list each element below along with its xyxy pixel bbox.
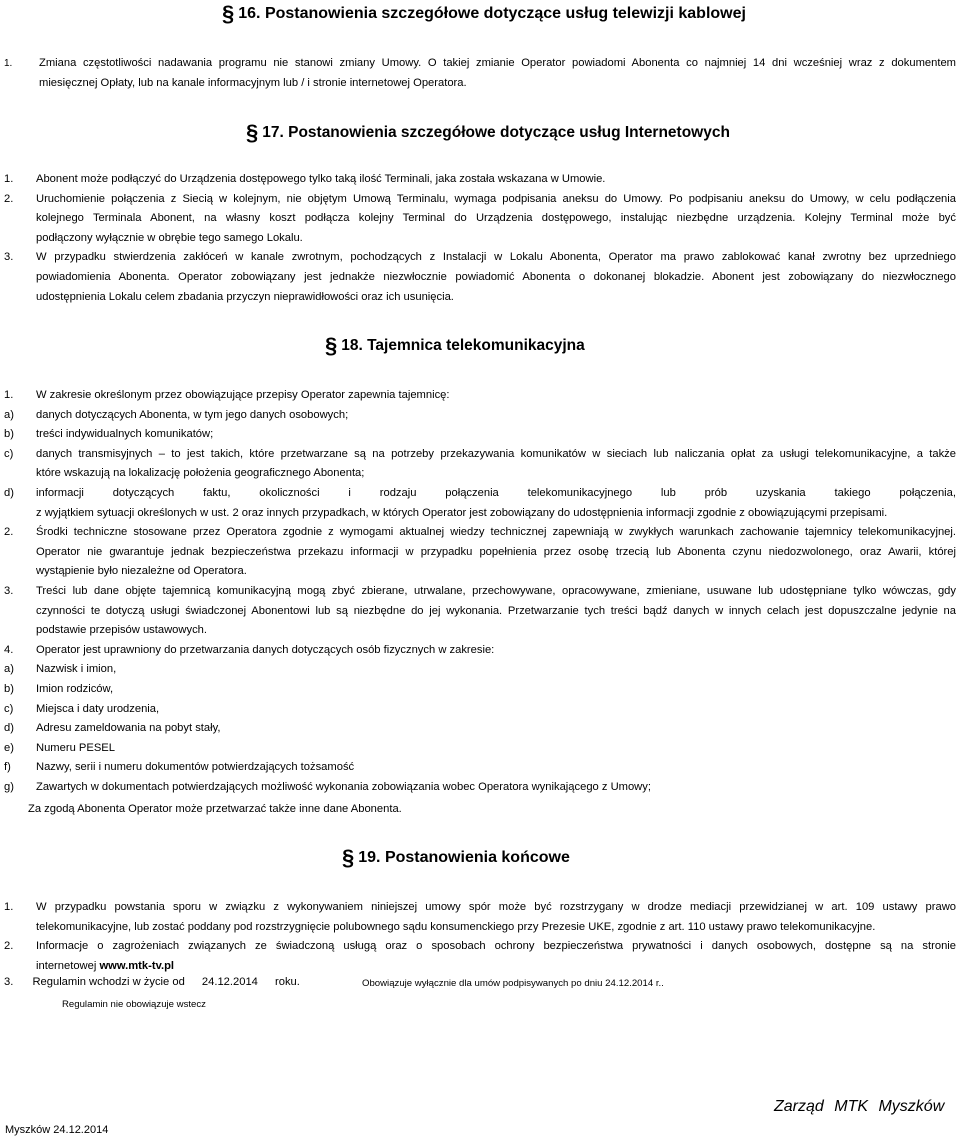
text-line: Operator nie gwarantuje jednak bezpieczeństwa przekazu informacji w przypadku popełnienia przez osobę trzecią lub Abonenta czynu niedozwolonego, oraz Awarii, której	[36, 545, 956, 558]
text-line: Operator jest uprawniony do przetwarzania danych dotyczących osób fizycznych w zakresie:	[36, 643, 495, 656]
item-text	[36, 190, 956, 249]
item-number: 2.	[4, 192, 14, 205]
section-18-heading	[325, 335, 585, 357]
website-link[interactable]: www.mtk-tv.pl	[99, 959, 175, 972]
item-number: c)	[4, 702, 14, 715]
item-text	[36, 937, 956, 976]
paragraph-sign-icon: §	[325, 333, 338, 358]
text-line: Zmiana częstotliwości nadawania programu nie stanowi zmiany Umowy. O takiej zmianie Operator powiadomi Abonenta co najmniej 14 dni wcześniej wraz z dokumentem	[39, 57, 956, 69]
text-line: z wyjątkiem sytuacji określonych w ust. 2 oraz innych przypadkach, w których Operator jest zobowiązany do udostępnienia informacji zgodnie z obowiązującymi przepisami.	[36, 506, 888, 519]
text-line: Abonent może podłączyć do Urządzenia dostępowego tylko taką ilość Terminali, jaka została wskazana w Umowie.	[36, 173, 606, 185]
effective-suffix: roku.	[275, 976, 300, 988]
text-line: W przypadku stwierdzenia zakłóceń w kanale zwrotnym, pochodzących z Instalacji w Lokalu Abonenta, Operator ma prawo zablokować kanał zwrotny bez uprzedniego	[36, 251, 956, 264]
item-text	[36, 660, 956, 680]
item-text	[36, 582, 956, 641]
item-text	[36, 719, 956, 739]
item-number: a)	[4, 663, 14, 676]
item-number: g)	[4, 781, 14, 793]
text-line: Informacje o zagrożeniach związanych ze świadczoną usługą oraz o sposobach ochrony bezpieczeństwa prywatności i danych osobowych, dostępne są na stronie	[36, 940, 956, 952]
effective-date: 24.12.2014	[201, 976, 258, 988]
text-line: podstawie przepisów ustawowych.	[36, 624, 208, 637]
item-number: 2.	[4, 940, 14, 952]
item-text	[36, 700, 956, 720]
effective-text: Regulamin wchodzi w życie od	[32, 976, 185, 988]
consent-text: Za zgodą Abonenta Operator może przetwarzać także inne dane Abonenta.	[28, 803, 402, 815]
item-number: 1.	[4, 58, 13, 69]
item-number: 4.	[4, 643, 14, 656]
item-text	[36, 406, 956, 426]
text-line: W przypadku powstania sporu w związku z wykonywaniem niniejszej umowy spór może być rozstrzygany w drodze mediacji przewidzianej w art. 109 ustawy prawo	[36, 901, 956, 913]
item-text	[36, 484, 956, 523]
item-text	[36, 445, 956, 484]
text-line	[36, 957, 956, 977]
item-number: 3.	[4, 585, 14, 597]
paragraph-sign-icon: §	[342, 845, 355, 870]
item-text	[36, 680, 956, 700]
text-line: podłączony wyłącznie w obrębie tego samego Lokalu.	[36, 231, 303, 244]
text-line: Miejsca i daty urodzenia,	[36, 702, 160, 715]
item-number: b)	[4, 428, 14, 441]
item-text	[36, 739, 956, 759]
item-number: 1.	[4, 901, 14, 913]
web-prefix: internetowej	[36, 959, 100, 972]
section-19-title: 19. Postanowienia końcowe	[358, 849, 570, 866]
text-line: informacji dotyczących faktu, okoliczności i rodzaju połączenia telekomunikacyjnego lub prób uzyskania takiego połączenia,	[36, 487, 956, 499]
section-17-heading	[246, 122, 730, 144]
item-number: c)	[4, 447, 14, 460]
item-number: d)	[4, 722, 14, 735]
text-line: telekomunikacyjne, lub zostać poddany pod rozstrzygnięcie polubownego sądu konsumenckiego przy Prezesie UKE, zgodnie z art. 110 ustawy prawo telekomunikacyjne.	[36, 920, 876, 933]
item-number: 1.	[4, 173, 14, 185]
board-signature: Zarząd MTK Myszków	[774, 1098, 945, 1115]
item-number: b)	[4, 683, 14, 695]
item-text	[36, 523, 956, 582]
footer-date: Myszków 24.12.2014	[5, 1124, 109, 1136]
text-line: Środki techniczne stosowane przez Operatora zgodnie z wymogami aktualnej wiedzy technicznej zapewniają w zwykłych warunkach zachowanie tajemnicy telekomunikacyjnej.	[36, 526, 956, 539]
section-16-title: 16. Postanowienia szczegółowe dotyczące usług telewizji kablowej	[238, 5, 746, 22]
text-line: Numeru PESEL	[36, 741, 115, 754]
text-line: danych transmisyjnych – to jest takich, które przetwarzane są na potrzeby przekazywania komunikatów w sieciach lub naliczania opłat za usługi telekomunikacyjne, a także	[36, 447, 956, 460]
text-line: Nazwy, serii i numeru dokumentów potwierdzających tożsamość	[36, 761, 355, 774]
effective-note: Obowiązuje wyłącznie dla umów podpisywanych po dniu 24.12.2014 r..	[362, 978, 664, 989]
item-text	[36, 386, 956, 406]
item-text	[39, 54, 956, 93]
text-line: Nazwisk i imion,	[36, 663, 117, 676]
item-number: d)	[4, 487, 14, 499]
text-line: W zakresie określonym przez obowiązujące przepisy Operator zapewnia tajemnicę:	[36, 389, 450, 401]
paragraph-sign-icon: §	[222, 1, 235, 26]
retro-note: Regulamin nie obowiązuje wstecz	[62, 999, 206, 1010]
item-text	[36, 170, 956, 190]
section-18-title: 18. Tajemnica telekomunikacyjna	[341, 337, 585, 354]
text-line: Zawartych w dokumentach potwierdzających możliwość wykonania zobowiązania wobec Operatora wynikającego z Umowy;	[36, 781, 651, 793]
text-line: treści indywidualnych komunikatów;	[36, 428, 214, 441]
item-text	[36, 778, 956, 798]
text-line: Imion rodziców,	[36, 683, 114, 695]
text-line: Uruchomienie połączenia z Siecią w kolejnym, nie objętym Umową Terminalu, wymaga podpisania aneksu do Umowy. Po podpisaniu aneksu do Umowy, w celu podłączenia	[36, 192, 956, 205]
text-line: powiadomienia Abonenta. Operator zobowiązany jest jednakże niezwłocznie powiadomić Abonenta o dokonanej blokadzie. Abonent jest zobowiązany do niezwłocznego	[36, 270, 956, 283]
text-line: udostępnienia Lokalu celem zbadania przyczyn nieprawidłowości oraz ich usunięcia.	[36, 290, 454, 303]
text-line: danych dotyczących Abonenta, w tym jego danych osobowych;	[36, 408, 349, 421]
section-16-heading	[222, 3, 746, 25]
text-line: czynności te dotyczą usługi świadczonej Abonentowi lub są niezbędne do jej wykonania. Przetwarzanie tych treści bądź danych w innych celach jest dopuszczalne jedynie na	[36, 604, 956, 617]
item-number: 2.	[4, 526, 14, 539]
item-number: a)	[4, 408, 14, 421]
paragraph-sign-icon: §	[246, 120, 259, 145]
section-17-title: 17. Postanowienia szczegółowe dotyczące usług Internetowych	[262, 124, 730, 141]
item-number: e)	[4, 741, 14, 754]
item-number: 1.	[4, 389, 14, 401]
text-line: Adresu zameldowania na pobyt stały,	[36, 722, 221, 735]
item-text	[36, 248, 956, 307]
text-line: kolejnego Terminala Abonent, na własny koszt podłącza kolejny Terminal do Urządzenia dostępowego, instalując niezbędne urządzenia. Kolejny Terminal może być	[36, 212, 956, 225]
text-line: miesięcznej Opłaty, lub na kanale informacyjnym lub / i stronie internetowej Operatora.	[39, 76, 467, 89]
item-text	[36, 758, 956, 778]
item-number: f)	[4, 761, 11, 774]
s19-item-3	[4, 976, 300, 988]
item-text	[36, 641, 956, 661]
item-number: 3.	[4, 976, 14, 988]
section-19-heading	[342, 847, 570, 869]
item-text	[36, 425, 956, 445]
item-number: 3.	[4, 251, 14, 264]
text-line: Treści lub dane objęte tajemnicą komunikacyjną mogą zbyć zbierane, utrwalane, przechowywane, opracowywane, zmieniane, usuwane lub udostępniane tylko wówczas, gdy	[36, 585, 956, 597]
item-text	[36, 898, 956, 937]
text-line: wystąpienie było niezależne od Operatora.	[36, 565, 247, 578]
text-line: które wskazują na lokalizację położenia geograficznego Abonenta;	[36, 467, 365, 480]
